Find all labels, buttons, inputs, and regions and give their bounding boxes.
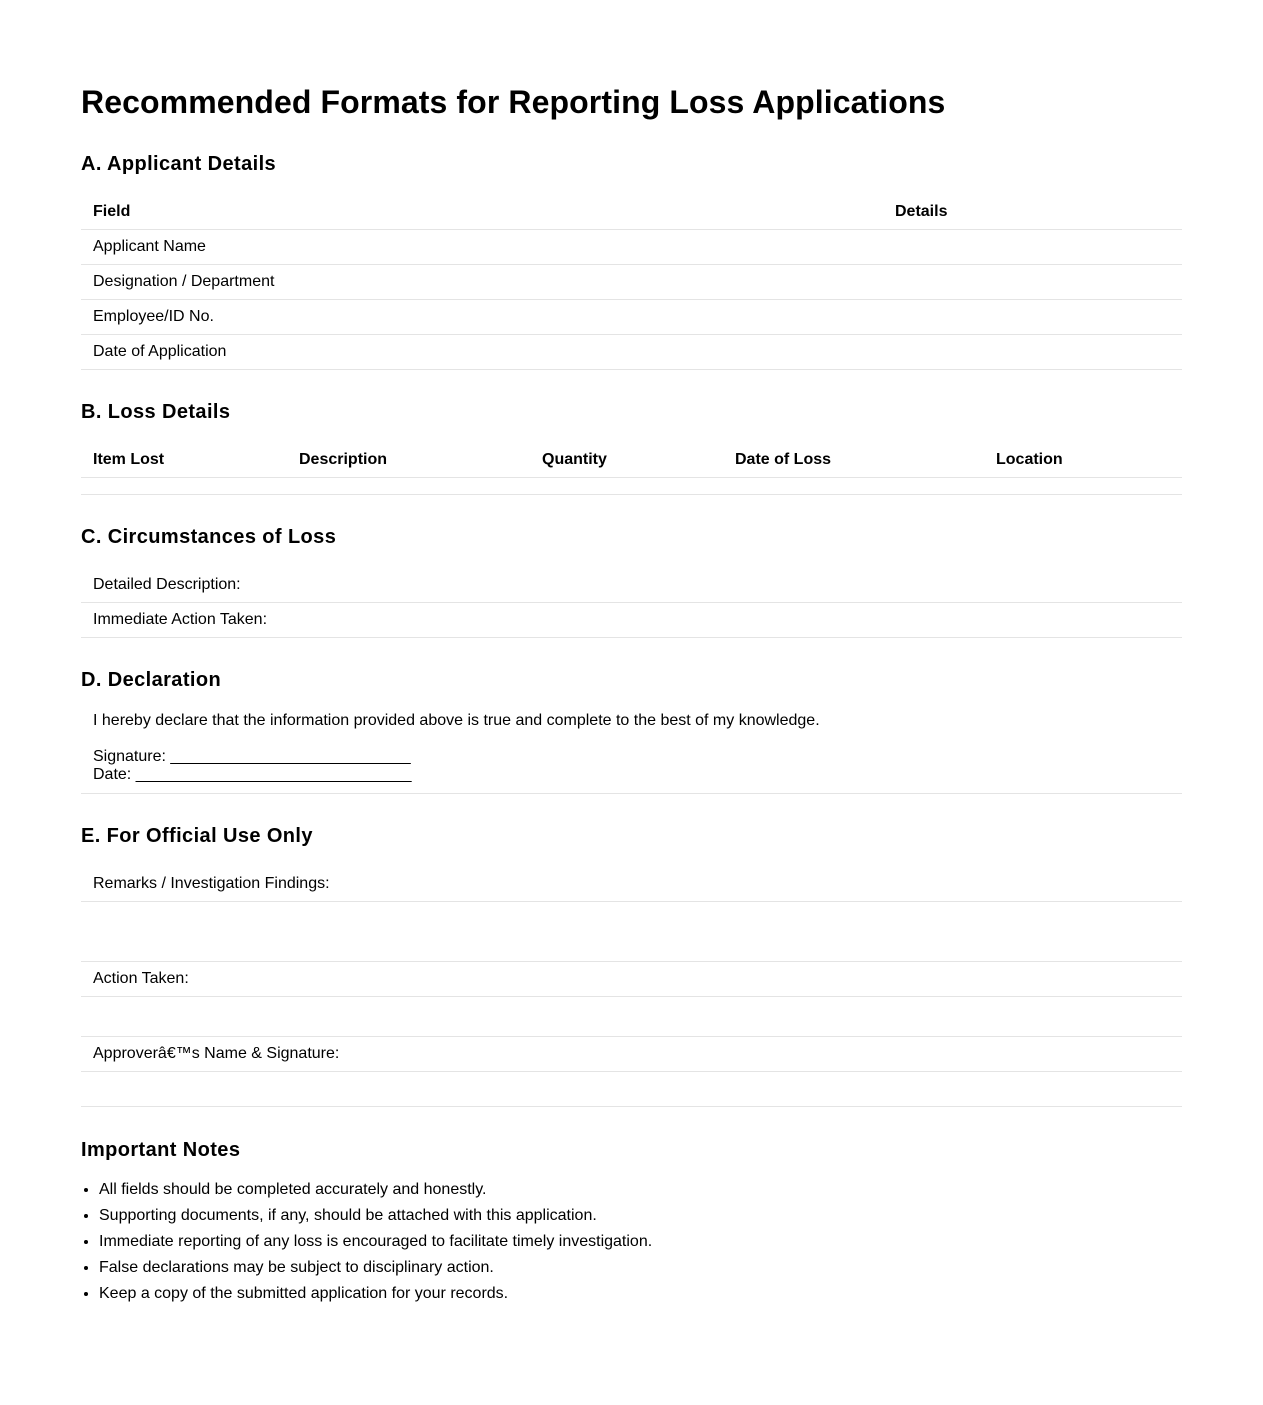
table-row: [81, 478, 1182, 495]
section-c-heading: C. Circumstances of Loss: [81, 526, 337, 548]
table-row: [81, 867, 1182, 902]
declaration-block: [81, 711, 1182, 794]
section-a-heading: A. Applicant Details: [81, 153, 277, 175]
details-cell-applicant-name[interactable]: [883, 230, 1182, 265]
field-label-date-of-application: Date of Application: [81, 335, 883, 370]
column-header-location: Location: [984, 443, 1182, 478]
official-use-table: [81, 867, 1182, 1107]
list-item: • Keep a copy of the submitted application for your records.: [99, 1281, 1182, 1307]
table-row: [81, 230, 1182, 265]
declaration-statement: I hereby declare that the information provided above is true and complete to the best of my knowledge.: [93, 712, 820, 729]
location-cell[interactable]: [984, 478, 1182, 495]
approver-entry-area[interactable]: [81, 1072, 1182, 1107]
remarks-entry-area[interactable]: [81, 902, 1182, 962]
table-row: [81, 300, 1182, 335]
table-row: [81, 962, 1182, 997]
details-cell-employee-id[interactable]: [883, 300, 1182, 335]
signature-line[interactable]: Signature: ___________________________: [93, 748, 411, 765]
circumstances-table: [81, 568, 1182, 638]
section-e-heading: E. For Official Use Only: [81, 825, 313, 847]
important-notes-list: [81, 1177, 1182, 1307]
column-header-description: Description: [287, 443, 530, 478]
column-header-field: Field: [81, 195, 883, 230]
table-header-row: [81, 195, 1182, 230]
list-item: • All fields should be completed accurately and honestly.: [99, 1177, 1182, 1203]
action-taken-label: Action Taken:: [81, 962, 1182, 997]
column-header-quantity: Quantity: [530, 443, 723, 478]
remarks-label: Remarks / Investigation Findings:: [81, 867, 1182, 902]
table-row: [81, 265, 1182, 300]
action-taken-entry-area[interactable]: [81, 997, 1182, 1037]
field-label-employee-id: Employee/ID No.: [81, 300, 883, 335]
field-label-applicant-name: Applicant Name: [81, 230, 883, 265]
document-title: Recommended Formats for Reporting Loss Applications: [81, 84, 946, 120]
important-notes-heading: Important Notes: [81, 1139, 241, 1161]
item-lost-cell[interactable]: [81, 478, 287, 495]
document-page: [81, 0, 1182, 1307]
details-cell-designation[interactable]: [883, 265, 1182, 300]
date-of-loss-cell[interactable]: [723, 478, 984, 495]
column-header-details: Details: [883, 195, 1182, 230]
table-row: [81, 1037, 1182, 1072]
list-item: • False declarations may be subject to disciplinary action.: [99, 1255, 1182, 1281]
description-cell[interactable]: [287, 478, 530, 495]
column-header-item-lost: Item Lost: [81, 443, 287, 478]
table-row: [81, 568, 1182, 603]
detailed-description-field[interactable]: Detailed Description:: [81, 568, 1182, 603]
quantity-cell[interactable]: [530, 478, 723, 495]
details-cell-date-of-application[interactable]: [883, 335, 1182, 370]
table-row: [81, 335, 1182, 370]
list-item: • Supporting documents, if any, should be attached with this application.: [99, 1203, 1182, 1229]
table-row: [81, 997, 1182, 1037]
table-row: [81, 902, 1182, 962]
section-d-heading: D. Declaration: [81, 669, 222, 691]
table-header-row: [81, 443, 1182, 478]
immediate-action-field[interactable]: Immediate Action Taken:: [81, 603, 1182, 638]
table-row: [81, 603, 1182, 638]
date-line[interactable]: Date: _______________________________: [93, 766, 412, 783]
loss-details-table: [81, 443, 1182, 495]
table-row: [81, 1072, 1182, 1107]
field-label-designation: Designation / Department: [81, 265, 883, 300]
approver-label: Approverâ€™s Name & Signature:: [81, 1037, 1182, 1072]
column-header-date-of-loss: Date of Loss: [723, 443, 984, 478]
applicant-details-table: [81, 195, 1182, 370]
list-item: • Immediate reporting of any loss is encouraged to facilitate timely investigation.: [99, 1229, 1182, 1255]
section-b-heading: B. Loss Details: [81, 401, 231, 423]
